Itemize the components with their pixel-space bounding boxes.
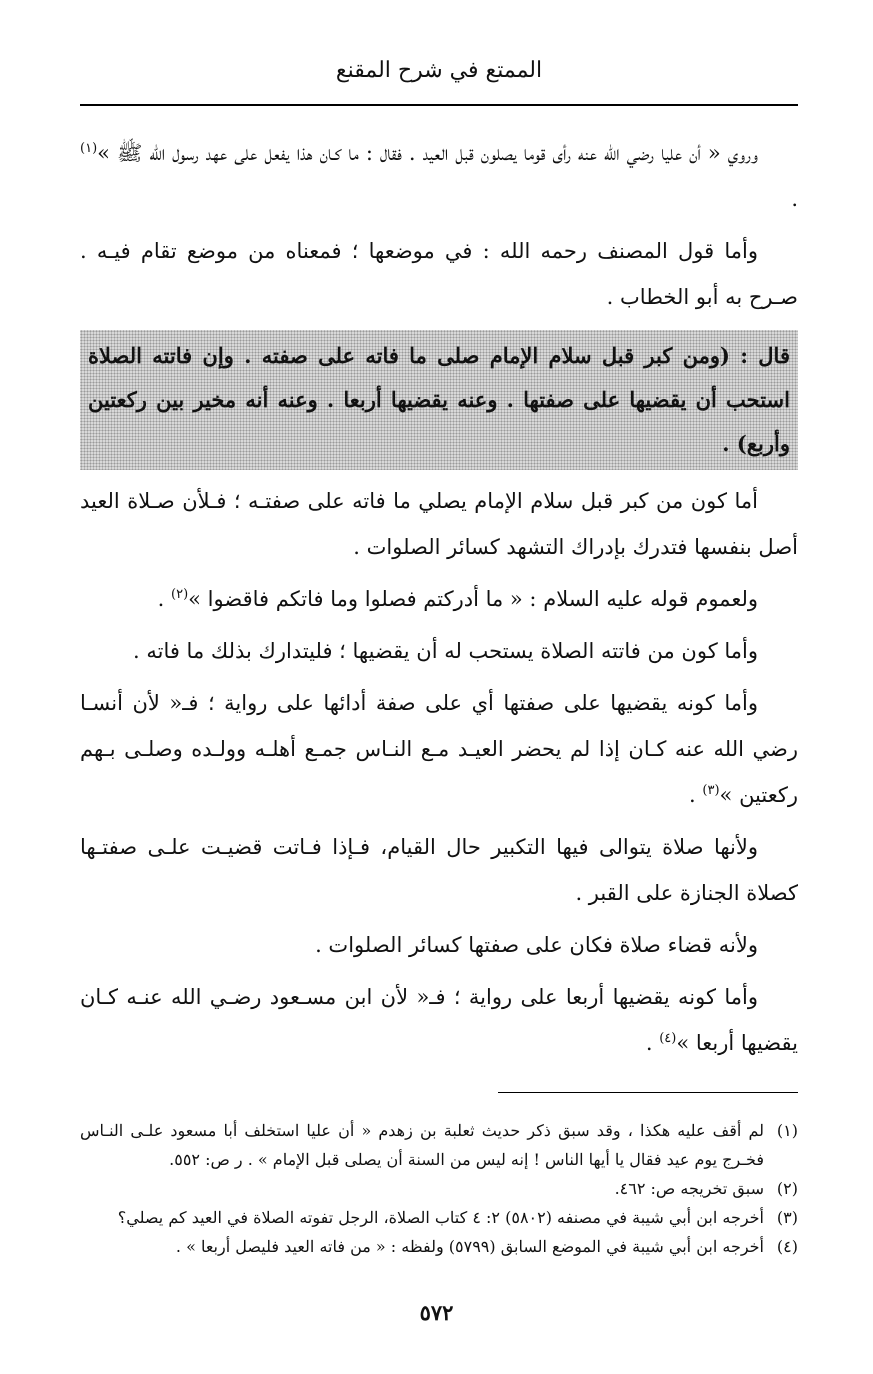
paragraph-5: وأما كون من فاتته الصلاة يستحب له أن يقضيها ؛ فليتدارك بذلك ما فاته . xyxy=(132,639,758,663)
footnote-number: (٣) xyxy=(776,1208,798,1227)
paragraph-8: ولأنه قضاء صلاة فكان على صفتها كسائر الصلوات . xyxy=(315,933,758,957)
paragraph-2: وأما قول المصنف رحمه الله : في موضعها ؛ فمعناه من موضع تقام فيـه . صـرح به أبو الخطاب . xyxy=(80,239,798,309)
matn-highlight-block: قال : (ومن كبر قبل سلام الإمام صلى ما فاته على صفته . وإن فاتته الصلاة استحب أن يقضيها على صفتها . وعنه يقضيها أربعا . وعنه أنه مخير بين ركعتين وأربع) . xyxy=(80,330,798,470)
footnote-text: لم أقف عليه هكذا ، وقد سبق ذكر حديث ثعلبة بن زهدم « أن عليا استخلف أبا مسعود علـى النـاس فخـرج يوم عيد فقال يا أيها الناس ! إنه ليس من السنة أن يصلى قبل الإمام » . ر ص: ٥٥٢. xyxy=(80,1121,764,1169)
paragraph-9-end: . xyxy=(645,1031,660,1055)
paragraph-3: أما كون من كبر قبل سلام الإمام يصلي ما فاته على صفتـه ؛ فـلأن صـلاة العيد أصل بنفسها فتدرك بإدراك التشهد كسائر الصلوات . xyxy=(80,489,798,559)
footnote-text: أخرجه ابن أبي شيبة في مصنفه (٥٨٠٢) ٢: ٤ كتاب الصلاة، الرجل تفوته الصلاة في العيد كم يصلي؟ xyxy=(117,1208,764,1227)
footnote-ref-4[interactable]: (٤) xyxy=(659,1031,677,1046)
footnote-number: (١) xyxy=(776,1121,798,1140)
footnote-number: (٤) xyxy=(776,1237,798,1256)
footnote-text: أخرجه ابن أبي شيبة في الموضع السابق (٥٧٩٩) ولفظه : « من فاته العيد فليصل أربعا » . xyxy=(175,1237,764,1256)
paragraph-1 xyxy=(80,130,798,222)
footnote-separator xyxy=(498,1092,798,1093)
paragraph-1-end: . xyxy=(791,187,798,211)
footnote-ref-2[interactable]: (٢) xyxy=(171,587,189,602)
paragraph-6 xyxy=(80,680,798,818)
footnote-2 xyxy=(80,1174,798,1203)
footnote-4 xyxy=(80,1232,798,1261)
paragraph-6-end: . xyxy=(689,783,703,807)
paragraph-9 xyxy=(80,974,798,1066)
paragraph-4-end: . xyxy=(157,587,172,611)
page-number: ٥٧٢ xyxy=(419,1300,454,1325)
paragraph-7: ولأنها صلاة يتوالى فيها التكبير حال القيام، فـإذا فـاتت قضيـت علـى صفتـها كصلاة الجنازة على القبر . xyxy=(80,835,798,905)
paragraph-4 xyxy=(80,576,798,622)
paragraph-6-text: وأما كونه يقضيها على صفتها أي على صفة أدائها على رواية ؛ فـ« لأن أنسـا رضي الله عنه كـان إذا لم يحضر العيـد مـع النـاس جمـع أهلـه وولـده وصلـى بـهم ركعتين » xyxy=(80,691,798,807)
footnote-number: (٢) xyxy=(776,1179,798,1198)
paragraph-1-text: وروي « أن عليا رضي الله عنه رأى قوما يصلون قبل العيد . فقال : ما كـان هذا يفعل على عهد رسول الله ﷺ » xyxy=(97,141,758,165)
footnote-text: سبق تخريجه ص: ٤٦٢. xyxy=(614,1179,764,1198)
footnote-3 xyxy=(80,1203,798,1232)
footnote-ref-3[interactable]: (٣) xyxy=(702,783,720,798)
paragraph-9-text: وأما كونه يقضيها أربعا على رواية ؛ فـ« لأن ابن مسـعود رضـي الله عنـه كـان يقضيها أربعا » xyxy=(80,985,798,1055)
header-rule xyxy=(80,104,798,106)
running-header: الممتع في شرح المقنع xyxy=(335,58,543,83)
main-text xyxy=(80,130,798,1072)
footnote-ref-1[interactable]: (١) xyxy=(80,141,98,156)
footnote-1 xyxy=(80,1116,798,1174)
footnotes xyxy=(80,1116,798,1261)
paragraph-4-text: ولعموم قوله عليه السلام : « ما أدركتم فصلوا وما فاتكم فاقضوا » xyxy=(188,587,758,611)
